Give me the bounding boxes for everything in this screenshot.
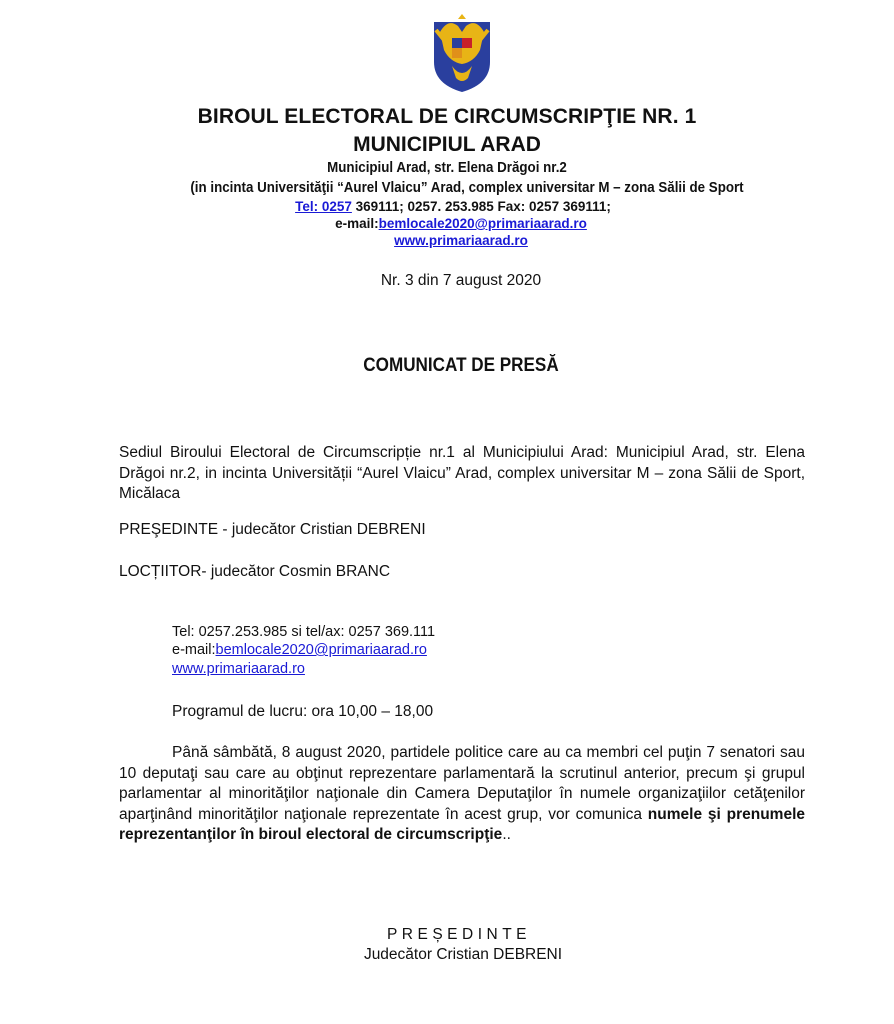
- contact-phone: Tel: 0257.253.985 si tel/ax: 0257 369.111: [172, 624, 436, 640]
- notice-bold-text: numele şi prenumele reprezentanţilor în biroul electoral de circumscripţie: [119, 805, 805, 843]
- contact-email-label: e-mail:: [172, 642, 216, 658]
- website-link[interactable]: www.primariaarad.ro: [394, 233, 528, 248]
- email-link[interactable]: bemlocale2020@primariaarad.ro: [378, 216, 587, 231]
- office-address-detail: (in incinta Universităţii “Aurel Vlaicu” Arad, complex universitar M – zona Sălii de Sport: [190, 180, 744, 196]
- office-phone-line: [6, 199, 894, 214]
- notice-end: ..: [502, 826, 511, 843]
- deputy-line: LOCȚIITOR- judecător Cosmin BRANC: [119, 563, 391, 580]
- document-heading: COMUNICAT DE PRESĂ: [363, 355, 559, 376]
- romania-coat-of-arms-icon: [428, 10, 496, 94]
- email-label: e-mail:: [335, 216, 379, 231]
- office-title: BIROUL ELECTORAL DE CIRCUMSCRIPŢIE NR. 1: [197, 105, 697, 128]
- office-website-line: [14, 233, 894, 248]
- president-line: PREŞEDINTE - judecător Cristian DEBRENI: [119, 521, 426, 538]
- working-hours: Programul de lucru: ora 10,00 – 18,00: [172, 703, 434, 720]
- notice-paragraph: [119, 743, 805, 846]
- phone-fax-numbers: 369111; 0257. 253.985 Fax: 0257 369111;: [351, 199, 611, 214]
- contact-email-line: [172, 642, 427, 658]
- phone-link[interactable]: Tel: 0257: [295, 199, 352, 214]
- seat-paragraph: Sediul Biroului Electoral de Circumscripție nr.1 al Municipiului Arad: Municipiul Arad, str. Elena Drăgoi nr.2, in incinta Universității “Aurel Vlaicu” Arad, complex universitar M – zona Sălii de Sport, Micălaca: [119, 444, 805, 502]
- contact-email-link[interactable]: bemlocale2020@primariaarad.ro: [215, 642, 427, 658]
- signature-name: Judecător Cristian DEBRENI: [363, 946, 563, 963]
- office-address: Municipiul Arad, str. Elena Drăgoi nr.2: [327, 160, 567, 176]
- notice-text: Până sâmbătă, 8 august 2020, partidele politice care au ca membri cel puţin 7 senatori sau 10 deputaţi sau care au obţinut reprezentare parlamentară la scrutinul anterior, precum şi grupul parlamentar al minorităţilor naţionale din Camera Deputaţilor în numele organizaţiilor cetăţenilor aparţinând minorităţilor naţionale reprezentate în acest grup, vor comunica: [119, 744, 805, 823]
- signature-title: PREȘEDINTE: [386, 926, 532, 943]
- office-subtitle: MUNICIPIUL ARAD: [353, 133, 541, 156]
- contact-website-line: [172, 661, 305, 677]
- contact-website-link[interactable]: www.primariaarad.ro: [172, 661, 305, 677]
- office-email-line: [14, 216, 894, 231]
- document-number: Nr. 3 din 7 august 2020: [380, 272, 542, 289]
